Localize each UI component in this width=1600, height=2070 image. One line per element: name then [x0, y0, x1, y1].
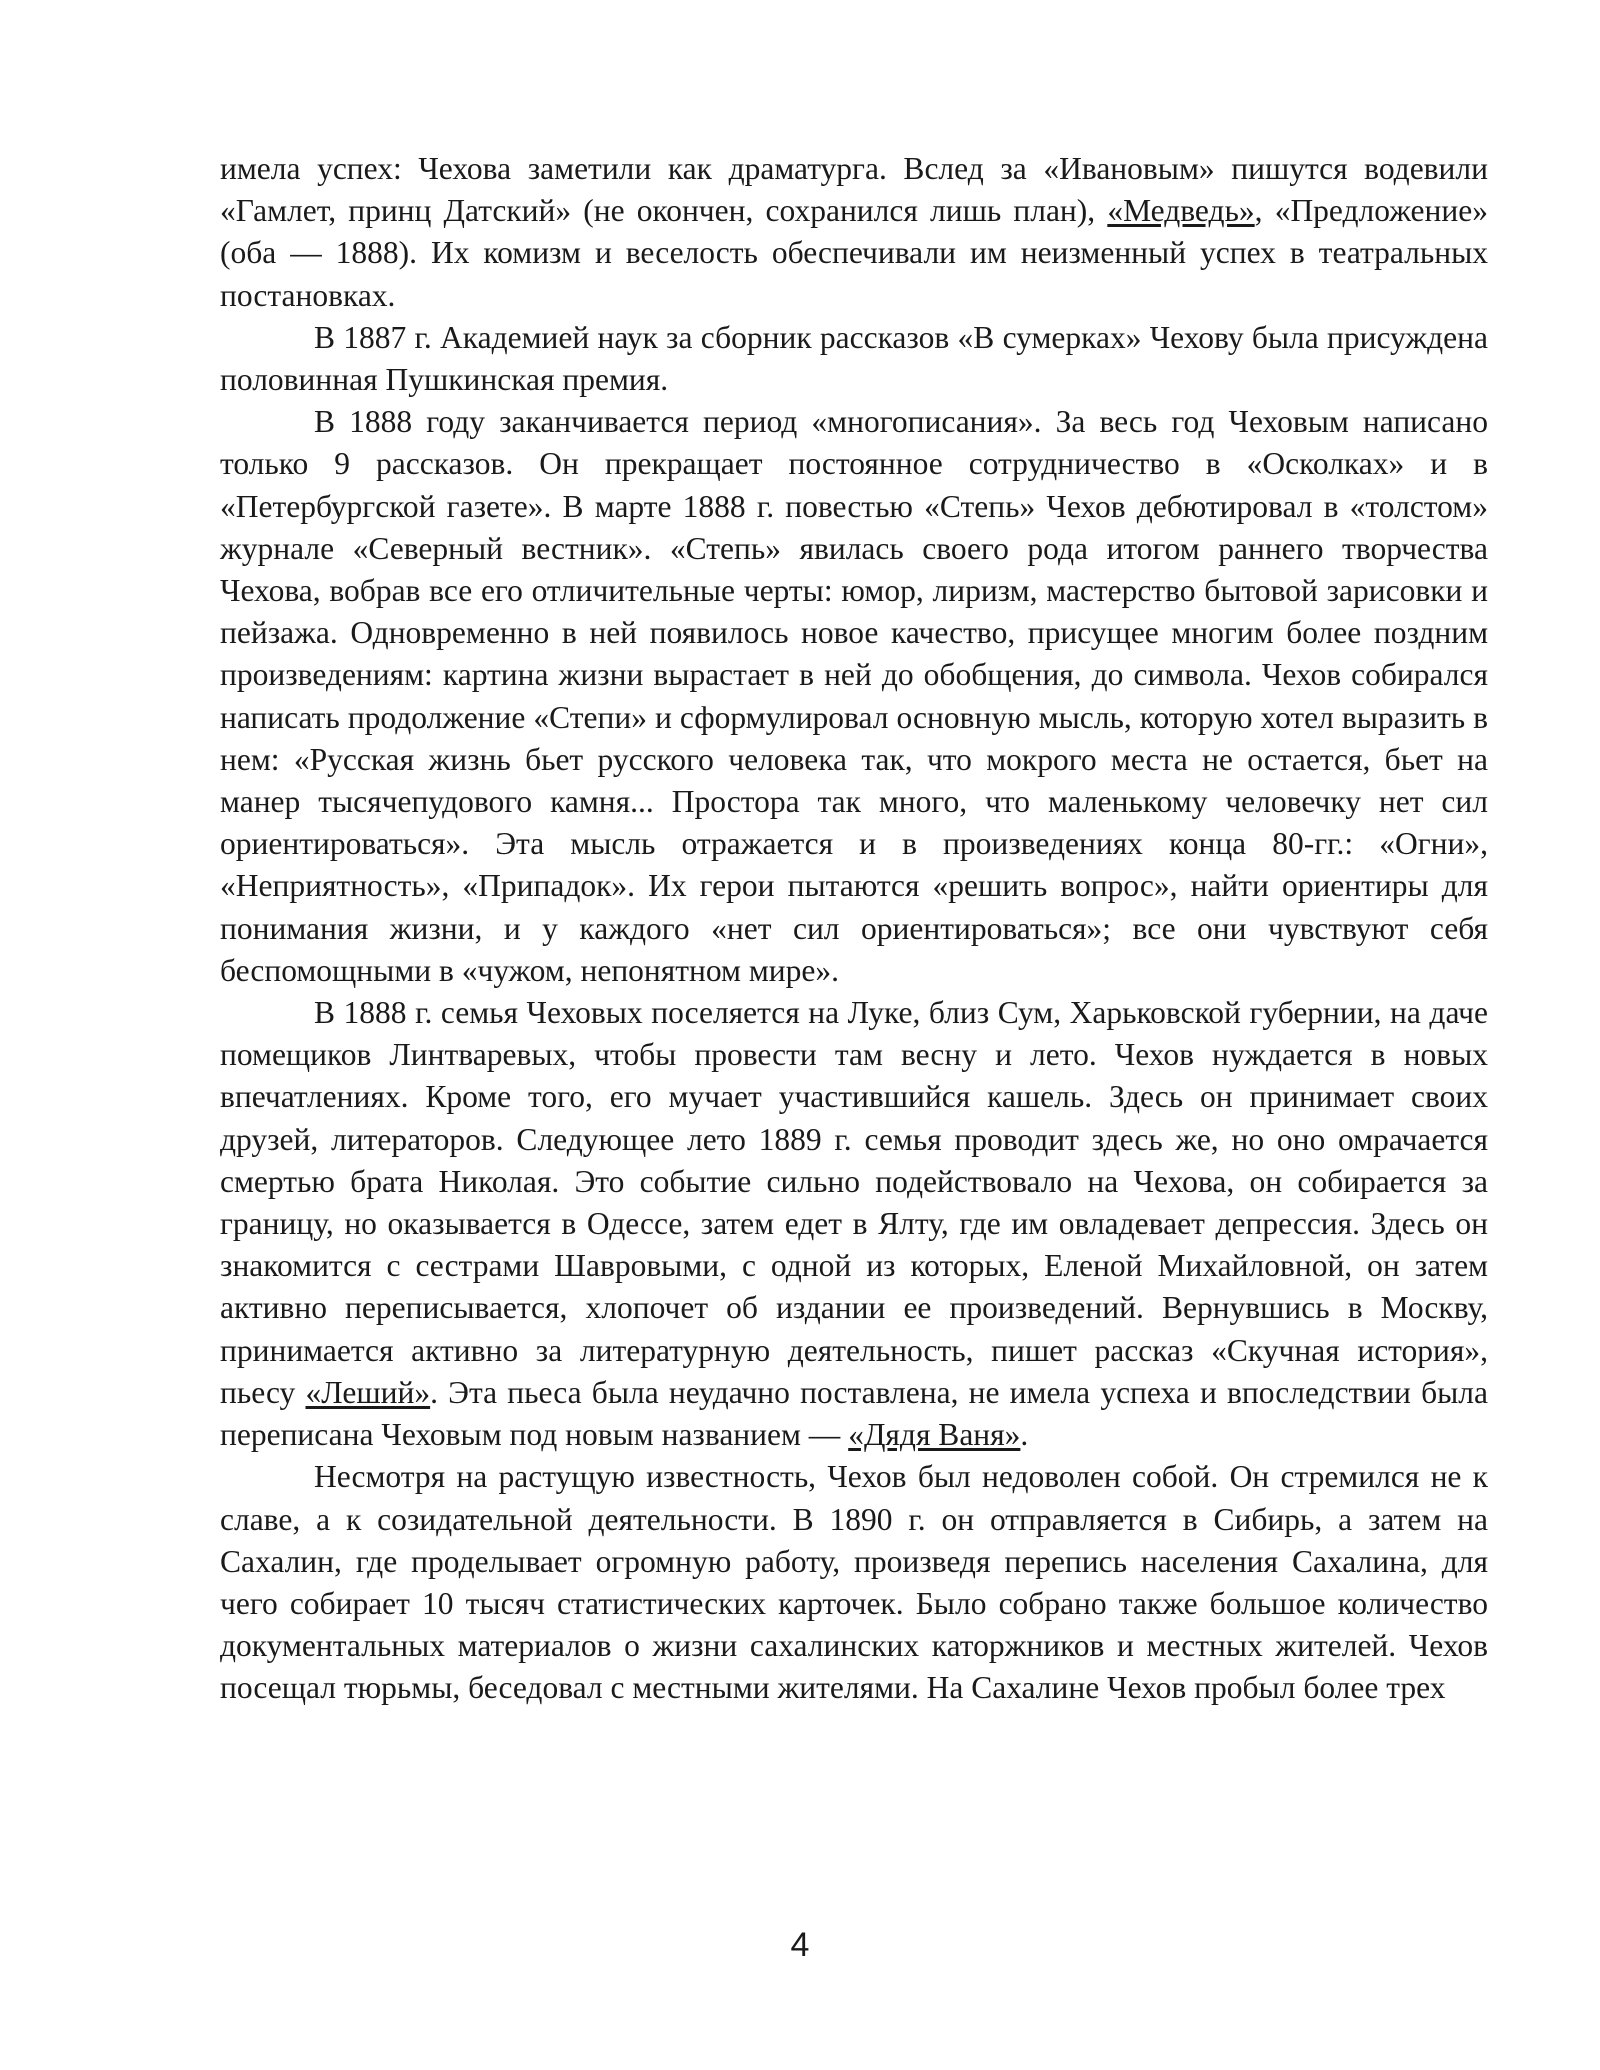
- paragraph-4-text-a: В 1888 г. семья Чеховых поселяется на Луке, близ Сум, Харьковской губернии, на даче помещиков Линтваревых, чтобы провести там весну и лето. Чехов нуждается в новых впечатлениях. Кроме того, его мучает участившийся кашель. Здесь он принимает своих друзей, литераторов. Следующее лето 1889 г. семья проводит здесь же, но оно омрачается смертью брата Николая. Это событие сильно подействовало на Чехова, он собирается за границу, но оказывается в Одессе, затем едет в Ялту, где им овладевает депрессия. Здесь он знакомится с сестрами Шавровыми, с одной из которых, Еленой Михайловной, он затем активно переписывается, хлопочет об издании ее произведений. Вернувшись в Москву, принимается активно за литературную деятельность, пишет рассказ «Скучная история», пьесу: [220, 995, 1488, 1410]
- paragraph-4: [220, 992, 1488, 1456]
- paragraph-1-text-b: , «Предложение» (оба — 1888). Их комизм и веселость обеспечивали им неизменный успех в театральных постановках.: [220, 193, 1488, 313]
- paragraph-4-text-b: . Эта пьеса была неудачно поставлена, не имела успеха и впоследствии была переписана Чеховым под новым названием —: [220, 1374, 1488, 1453]
- paragraph-3: В 1888 году заканчивается период «многописания». За весь год Чеховым написано только 9 рассказов. Он прекращает постоянное сотрудничество в «Осколках» и в «Петербургской газете». В марте 1888 г. повестью «Степь» Чехов дебютировал в «толстом» журнале «Северный вестник». «Степь» явилась своего рода итогом раннего творчества Чехова, вобрав все его отличительные черты: юмор, лиризм, мастерство бытовой зарисовки и пейзажа. Одновременно в ней появилось новое качество, присущее многим более поздним произведениям: картина жизни вырастает в ней до обобщения, до символа. Чехов собирался написать продолжение «Степи» и сформулировал основную мысль, которую хотел выразить в нем: «Русская жизнь бьет русского человека так, что мокрого места не остается, бьет на манер тысячепудового камня... Простора так много, что маленькому человечку нет сил ориентироваться». Эта мысль отражается и в произведениях конца 80-гг.: «Огни», «Неприятность», «Припадок». Их герои пытаются «решить вопрос», найти ориентиры для понимания жизни, и у каждого «нет сил ориентироваться»; все они чувствуют себя беспомощными в «чужом, непонятном мире».: [220, 404, 1488, 988]
- link-medved[interactable]: «Медведь»: [1107, 193, 1255, 229]
- paragraph-2: В 1887 г. Академией наук за сборник рассказов «В сумерках» Чехову была присуждена половинная Пушкинская премия.: [220, 319, 1488, 398]
- link-dyadya-vanya[interactable]: «Дядя Ваня»: [848, 1417, 1021, 1453]
- page-number: 4: [790, 1926, 810, 1964]
- document-body: [220, 148, 1488, 1710]
- paragraph-1-text-a: имела успех: Чехова заметили как драматурга. Вслед за «Ивановым» пишутся водевили «Гамлет, принц Датский» (не окончен, сохранился лишь план),: [220, 151, 1488, 229]
- paragraph-4-text-c: .: [1020, 1417, 1029, 1453]
- paragraph-5: Несмотря на растущую известность, Чехов был недоволен собой. Он стремился не к славе, а к созидательной деятельности. В 1890 г. он отправляется в Сибирь, а затем на Сахалин, где проделывает огромную работу, произведя перепись населения Сахалина, для чего собирает 10 тысяч статистических карточек. Было собрано также большое количество документальных материалов о жизни сахалинских каторжников и местных жителей. Чехов посещал тюрьмы, беседовал с местными жителями. На Сахалине Чехов пробыл более трех: [220, 1459, 1488, 1706]
- paragraph-1: [220, 148, 1488, 317]
- link-leshiy[interactable]: «Леший»: [305, 1374, 431, 1410]
